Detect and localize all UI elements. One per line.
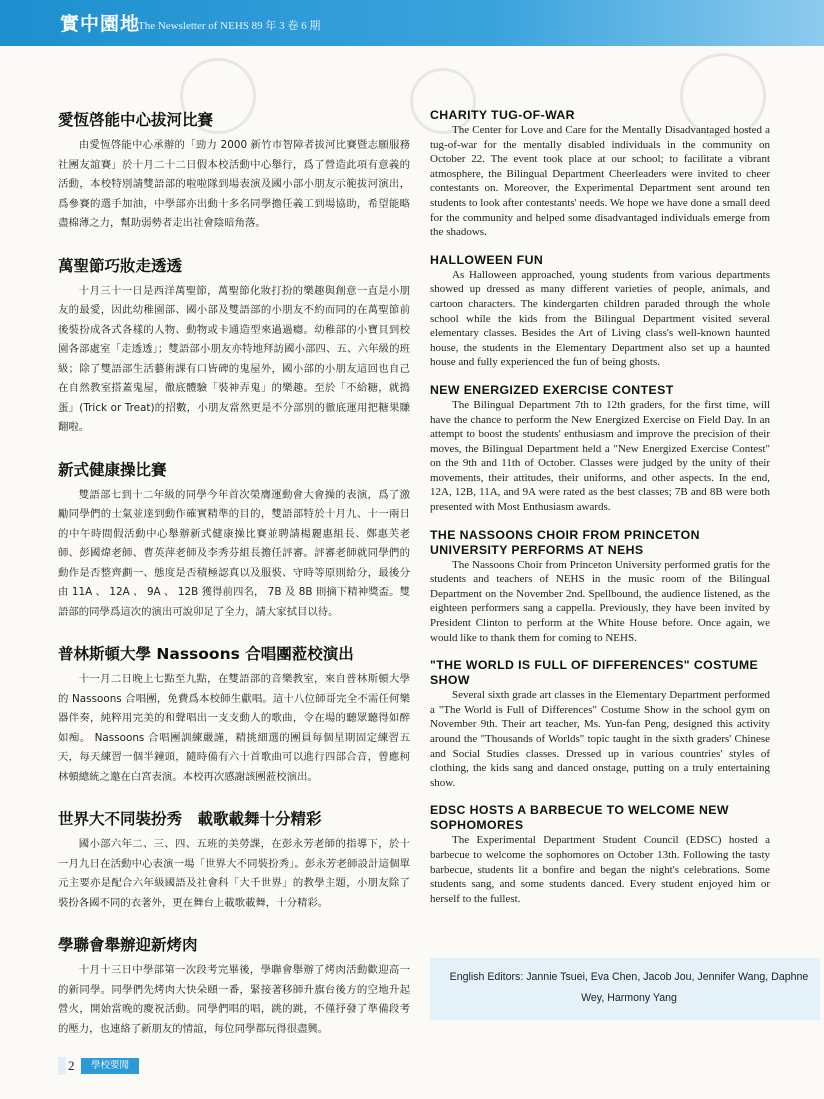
article-zh: [58, 254, 410, 438]
article-body: The Experimental Department Student Council (EDSC) hosted a barbecue to welcome the sophomores on October 13th. Following the tasty barbecue, students lit a bonfire and began the night's celebrations. Some students sang, and some students danced. Every student enjoyed him or herself to the fullest.: [430, 834, 770, 905]
article-title: THE NASSOONS CHOIR FROM PRINCETON UNIVERSITY PERFORMS AT NEHS: [430, 527, 700, 557]
chinese-column: [58, 108, 410, 1059]
article-en: [430, 383, 770, 515]
article-title: CHARITY TUG-OF-WAR: [430, 108, 575, 122]
page-footer: [58, 1057, 158, 1075]
article-title: HALLOWEEN FUN: [430, 252, 544, 267]
article-zh: [58, 642, 410, 787]
article-title: NEW ENERGIZED EXERCISE CONTEST: [430, 382, 674, 397]
article-body: The Bilingual Department 7th to 12th graders, for the first time, will have the chance to perform the New Energized Exercise on Field Day. In an attempt to boost the students' enthusiasm and improve the precision of their moves, the Bilingual Department held a "New Energized Exercise Contest" on the 9th and 11th of October. Classes were judged by the unity of their movements, their attitudes, their uniforms, and other aspects. In the end, 12A, 12B, 11A, and 9A were rated as the best classes; 7B and 8B were both presented with Most Enthusiasm awards.: [430, 398, 770, 514]
article-title: "THE WORLD IS FULL OF DIFFERENCES" COSTUME SHOW: [430, 658, 759, 688]
article-body: Several sixth grade art classes in the Elementary Department performed a "The World is Full of Differences" Costume Show in the school gym on November 9th. Their art teacher, Ms. Yun-fan Peng, designed this activity around the "Thousands of Worlds" topic taught in the sixth graders' Chinese and Social Studies classes. Dressed up in various countries' styles of clothing, the kids sang and danced onstage, putting on a truly entertaining show.: [430, 689, 770, 789]
article-zh: [58, 933, 410, 1039]
article-body: As Halloween approached, young students from various departments showed up dressed as many different varieties of people, animals, and cartoon characters. The kindergarten children paraded through the whole school while the kids from the Bilingual Department visited several elementary classes. Besides the Art of Living class's well-known haunted house, the students in the Elementary Department also set up a haunted house and fully experienced the fun of being ghosts.: [430, 268, 770, 369]
article-title: 普林斯頓大學 Nassoons 合唱團蒞校演出: [58, 645, 354, 663]
article-body: 由愛恆啓能中心承辦的「勁力 2000 新竹市智障者拔河比賽暨志願服務社團友誼賽」於十月二十二日假本校活動中心舉行，爲了營造此項有意義的活動，本校特別請雙語部的啦啦隊到場表演及國小部小朋友示範拔河演出，爲參賽的選手加油，中學部亦出動十多名同學擔任義工到場協助，希望能略盡棉薄之力，幫助弱勢者走出社會陰暗角落。: [58, 139, 410, 229]
article-title: 世界大不同裝扮秀 載歌載舞十分精彩: [58, 810, 322, 828]
article-body: 國小部六年二、三、四、五班的美勞課，在彭永芳老師的指導下，於十一月九日在活動中心表演一場「世界大不同裝扮秀」。彭永芳老師設計這個單元主要亦是配合六年級國語及社會科「大千世界」的教學主題，小朋友除了裝扮各國不同的衣著外，更在舞台上載歌載舞，十分精彩。: [58, 838, 410, 909]
editors-credit: English Editors: Jannie Tsuei, Eva Chen, Jacob Jou, Jennifer Wang, Daphne Wey, Harmony Yang: [449, 971, 809, 1004]
footer-accent-bar: [58, 1057, 66, 1075]
newsletter-subtitle: The Newsletter of NEHS 89 年 3 卷 6 期: [138, 20, 321, 32]
article-en: [430, 803, 770, 906]
article-title: 萬聖節巧妝走透透: [58, 256, 183, 275]
masthead: [0, 0, 824, 46]
article-body: 十月三十一日是西洋萬聖節，萬聖節化妝打扮的樂趣與創意一直是小朋友的最愛，因此幼稚園部、國小部及雙語部的小朋友不約而同的在萬聖節前後裝扮成各式各樣的人物、動物或卡通造型來過過癮。幼稚部的小寶貝到校園各部處室「走透透」；雙語部小朋友亦特地拜訪國小部四、五、六年級的班級；除了雙語部生活藝術課有口皆碑的鬼屋外，國小部的小朋友這回也自己在自然教室搭蓋鬼屋，徹底體驗「裝神弄鬼」的樂趣。至於「不給糖，就搗蛋」(Trick or Treat)的招數，小朋友當然更是不分部別的徹底運用把糖果賺翻啦。: [58, 284, 410, 433]
article-title: 愛恆啓能中心拔河比賽: [58, 111, 214, 129]
article-zh: [58, 458, 410, 623]
article-title: EDSC HOSTS A BARBECUE TO WELCOME NEW SOPHOMORES: [430, 803, 729, 833]
article-en: [430, 528, 770, 646]
article-title: 新式健康操比賽: [58, 460, 167, 479]
article-title: 學聯會舉辦迎新烤肉: [58, 936, 198, 954]
article-body: The Nassoons Choir from Princeton University performed gratis for the students and teachers of NEHS in the music room of the Bilingual Department on the November 2nd. Spellbound, the audience listened, as the eighteen performers sang a cappella. Previously, they have been invited by President Clinton to perform at the White House before. Once again, we would like to thank them for coming to NEHS.: [430, 558, 770, 644]
article-body: The Center for Love and Care for the Mentally Disadvantaged hosted a tug-of-war for the mentally disabled individuals in the community on October 22. The event took place at our school; to facilitate a vibrant atmosphere, the Bilingual Department Cheerleaders were invited to cheer contestants on. Moreover, the Experimental Department sent around ten students to look after contestants' needs. We hope we have done a small deed for the community and helped some disadvantaged individuals emerge from the shadows.: [430, 124, 770, 239]
article-en: [430, 108, 770, 240]
article-body: 十一月二日晚上七點至九點，在雙語部的音樂教室，來自普林斯頓大學的 Nassoons 合唱團，免費爲本校師生獻唱。這十八位師哥完全不需任何樂器伴奏，純粹用完美的和聲唱出一支支動人的歌曲，令在場的聽眾聽得如醉如痴。 Nassoons 合唱團訓練嚴謹，精挑細選的團員每個星期固定練習五天，每天練習一個半鐘頭，隨時備有六十首歌曲可以進行四部合音，曾應柯林頓總統之邀在白宮表演。本校再次感謝該團蒞校演出。: [58, 673, 410, 783]
article-en: [430, 253, 770, 370]
section-tag: 學校要聞: [81, 1058, 139, 1074]
editors-box: [430, 958, 820, 1020]
page-number: 2: [68, 1058, 75, 1073]
article-zh: [58, 108, 410, 234]
newsletter-logo: 實中園地: [60, 13, 141, 35]
article-body: 十月十三日中學部第一次段考完畢後，學聯會舉辦了烤肉活動歡迎高一的新同學。同學們先烤肉大快朵頤一番，緊接著移師升旗台後方的空地升起營火，開始當晚的慶祝活動。同學們唱的唱，跳的跳，不僅抒發了準備段考的壓力，也連絡了新朋友的情誼，每位同學都玩得很盡興。: [58, 964, 410, 1035]
article-body: 雙語部七到十二年級的同學今年首次榮膺運動會大會操的表演，爲了激勵同學們的士氣並達到動作確實精準的目的，雙語部特於十月九、十一兩日的中午時間假活動中心舉辦新式健康操比賽並聘請楊麗惠組長、鄭惠芙老師、彭國煒老師、曹英萍老師及李秀芬組長擔任評審。評審老師就同學們的動作是否整齊劃一、態度是否積極認真以及服裝、守時等原則給分，最後分由 11A 、 12A 、 9A 、 12B 獲得前四名， 7B 及 8B 則摘下精神獎盃。雙語部的同學爲這次的演出可說卯足了全力，請大家拭目以待。: [58, 488, 410, 618]
english-column: [430, 108, 770, 919]
article-zh: [58, 807, 410, 913]
article-en: [430, 658, 770, 790]
